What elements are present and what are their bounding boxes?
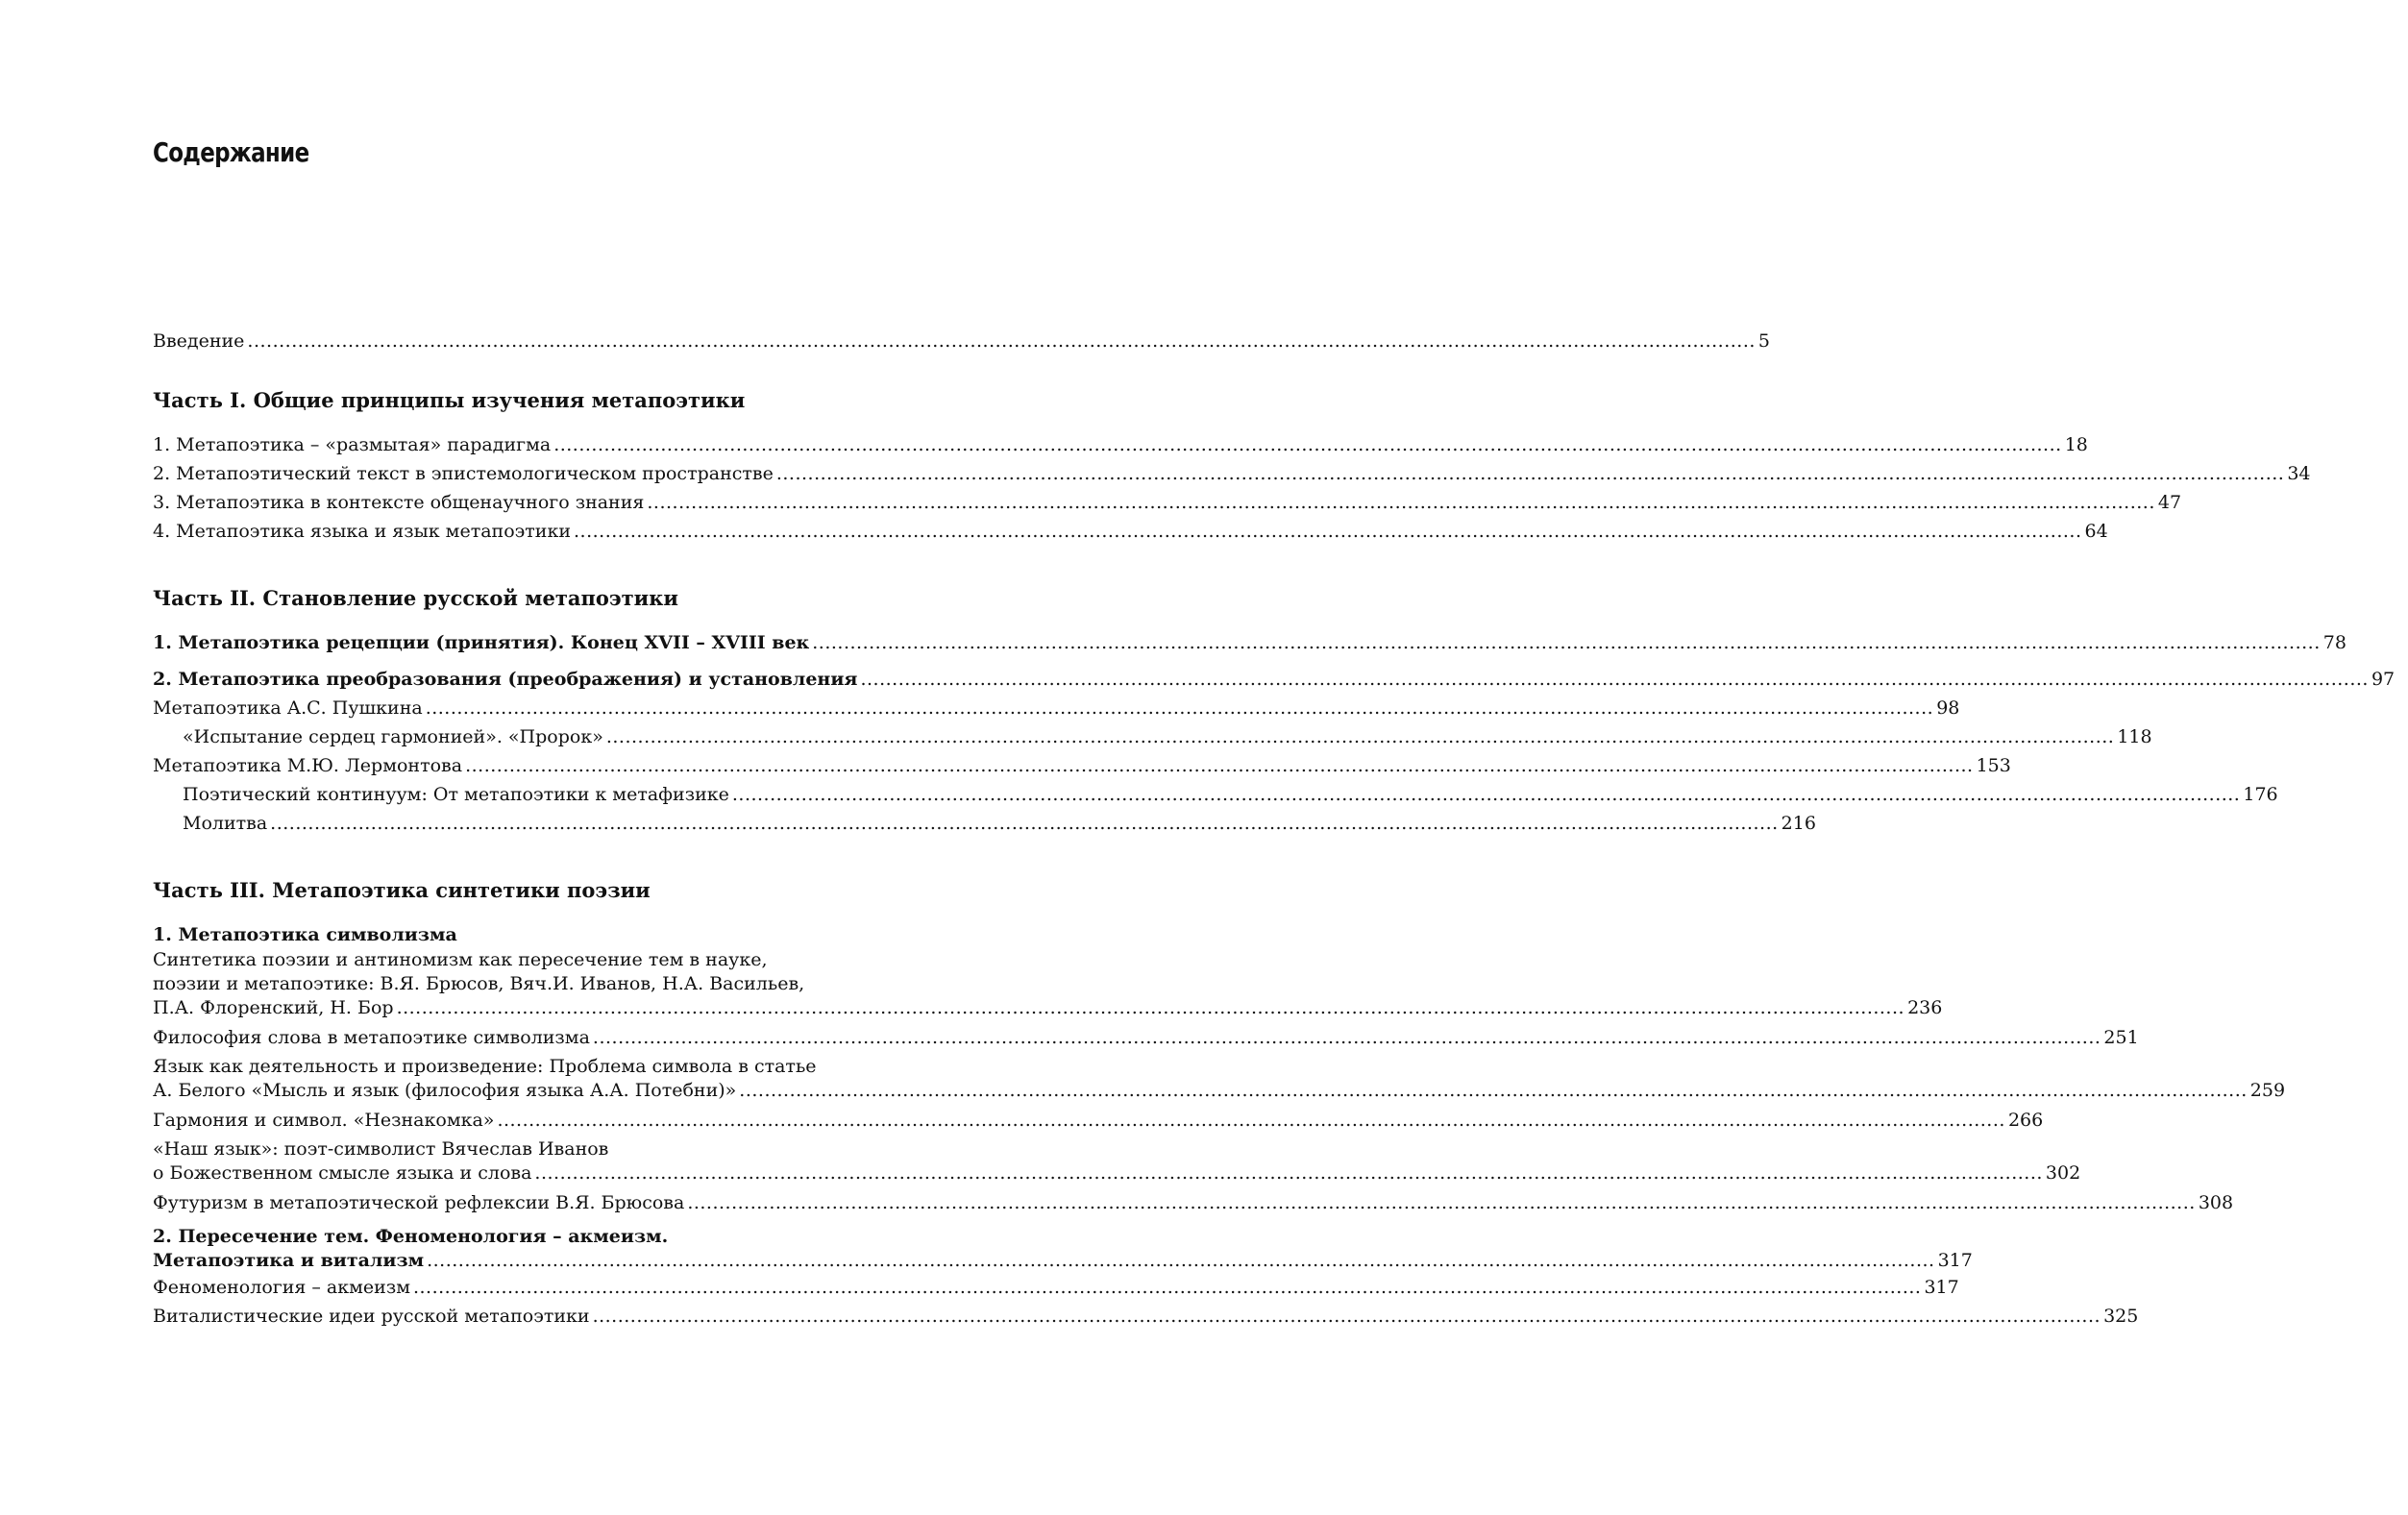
toc-entry[interactable]: [153, 1188, 2234, 1217]
toc-chapter-entry-multiline[interactable]: [153, 1225, 1973, 1273]
toc-subentry[interactable]: [153, 809, 1816, 838]
page-number: 325: [2103, 1306, 2139, 1327]
toc-entry-label: Метапоэтика А.С. Пушкина: [153, 697, 423, 719]
toc-entry-line: «Наш язык»: поэт-символист Вячеслав Иванов: [153, 1138, 609, 1160]
toc-entry-multiline[interactable]: [153, 1055, 2286, 1103]
toc-chapter-entry[interactable]: [153, 628, 2347, 657]
toc-entry-multiline[interactable]: [153, 1137, 2081, 1185]
toc-entry-label: 1. Метапоэтика рецепции (принятия). Конец XVII – XVIII век: [153, 632, 810, 653]
toc-entry[interactable]: [153, 459, 2311, 488]
part-3-heading: Часть III. Метапоэтика синтетики поэзии: [153, 878, 651, 902]
toc-entry-label: Философия слова в метапоэтике символизма: [153, 1027, 590, 1048]
page-number: 317: [1937, 1250, 1973, 1271]
toc-chapter-entry[interactable]: [153, 665, 2396, 694]
toc-entry-line: Синтетика поэзии и антиномизм как пересечение тем в науке,: [153, 949, 768, 970]
toc-entry-label: 2. Метапоэтика преобразования (преображения) и установления: [153, 669, 858, 690]
toc-entry-label: А. Белого «Мысль и язык (философия языка А.А. Потебни)»: [153, 1080, 737, 1101]
dot-leader: [553, 430, 2062, 459]
dot-leader: [413, 1273, 1922, 1302]
page-number: 266: [2007, 1110, 2044, 1131]
toc-entry[interactable]: [153, 1106, 2044, 1135]
part-1-entries: [153, 430, 2311, 546]
dot-leader: [427, 1249, 1935, 1273]
page-number: 47: [2157, 492, 2182, 513]
toc-entry-intro[interactable]: [153, 327, 1771, 355]
dot-leader: [593, 1023, 2101, 1052]
toc-entry-label: Введение: [153, 330, 245, 352]
toc-entry-label: «Испытание сердец гармонией». «Пророк»: [183, 726, 603, 747]
dot-leader: [812, 628, 2321, 657]
page-number: 308: [2198, 1192, 2234, 1213]
dot-leader: [732, 780, 2241, 809]
toc-entry-label: 3. Метапоэтика в контексте общенаучного знания: [153, 492, 645, 513]
page-number: 216: [1781, 813, 1816, 834]
page-number: 118: [2117, 726, 2152, 747]
toc-entry-label: Гармония и символ. «Незнакомка»: [153, 1110, 495, 1131]
dot-leader: [647, 488, 2155, 517]
page-number: 176: [2243, 784, 2278, 805]
toc-entry-line: поэзии и метапоэтике: В.Я. Брюсов, Вяч.И. Иванов, Н.А. Васильев,: [153, 973, 805, 994]
toc-entry-label: П.А. Флоренский, Н. Бор: [153, 997, 394, 1018]
toc-entry[interactable]: [153, 488, 2182, 517]
page-number: 259: [2249, 1080, 2286, 1101]
toc-entry-label: Поэтический континуум: От метапоэтики к метафизике: [183, 784, 729, 805]
page-number: 5: [1757, 330, 1771, 352]
dot-leader: [497, 1106, 2005, 1135]
page-number: 97: [2371, 669, 2396, 690]
toc-entry[interactable]: [153, 694, 1960, 722]
toc-entry[interactable]: [153, 430, 2088, 459]
part-1-heading: Часть I. Общие принципы изучения метапоэтики: [153, 388, 746, 412]
toc-entry-multiline[interactable]: [153, 948, 1943, 1020]
toc-entry-label: 2. Метапоэтический текст в эпистемологическом пространстве: [153, 463, 774, 484]
dot-leader: [860, 665, 2369, 694]
dot-leader: [776, 459, 2285, 488]
toc-entry-label: Футуризм в метапоэтической рефлексии В.Я. Брюсова: [153, 1192, 685, 1213]
page-number: 153: [1976, 755, 2011, 776]
page-number: 34: [2287, 463, 2311, 484]
toc-chapter-heading: 1. Метапоэтика символизма: [153, 924, 457, 945]
toc-entry[interactable]: [153, 1023, 2139, 1052]
page-number: 302: [2045, 1162, 2081, 1184]
table-of-contents: [153, 327, 2396, 1331]
toc-subentry[interactable]: [153, 722, 2152, 751]
dot-leader: [247, 327, 1756, 355]
page-number: 236: [1907, 997, 1943, 1018]
dot-leader: [397, 996, 1905, 1020]
toc-entry-label: Метапоэтика М.Ю. Лермонтова: [153, 755, 463, 776]
part-3-entries: [153, 922, 2286, 1331]
toc-entry[interactable]: [153, 1273, 1959, 1302]
dot-leader: [270, 809, 1779, 838]
toc-entry-label: 1. Метапоэтика – «размытая» парадигма: [153, 434, 552, 455]
dot-leader: [687, 1188, 2196, 1217]
toc-entry[interactable]: [153, 517, 2108, 546]
page-number: 18: [2064, 434, 2088, 455]
toc-entry-label: 4. Метапоэтика языка и язык метапоэтики: [153, 521, 571, 542]
dot-leader: [739, 1079, 2248, 1103]
page-number: 78: [2322, 632, 2347, 653]
toc-entry-line: Язык как деятельность и произведение: Проблема символа в статье: [153, 1056, 817, 1077]
dot-leader: [426, 694, 1934, 722]
toc-subentry[interactable]: [153, 780, 2278, 809]
page-title: Содержание: [153, 136, 309, 168]
toc-entry-line: 2. Пересечение тем. Феноменология – акмеизм.: [153, 1226, 669, 1247]
toc-entry[interactable]: [153, 751, 2011, 780]
toc-entry-label: Молитва: [183, 813, 268, 834]
dot-leader: [574, 517, 2082, 546]
dot-leader: [465, 751, 1974, 780]
page-number: 251: [2103, 1027, 2139, 1048]
page-number: 317: [1924, 1277, 1959, 1298]
dot-leader: [534, 1161, 2043, 1185]
page-number: 98: [1936, 697, 1960, 719]
toc-entry-label: о Божественном смысле языка и слова: [153, 1162, 532, 1184]
part-2-heading: Часть II. Становление русской метапоэтики: [153, 586, 678, 610]
toc-entry-label: Виталистические идеи русской метапоэтики: [153, 1306, 590, 1327]
dot-leader: [606, 722, 2115, 751]
dot-leader: [593, 1302, 2101, 1331]
part-2-entries: [153, 628, 2396, 838]
page-number: 64: [2084, 521, 2108, 542]
toc-entry-label: Феноменология – акмеизм: [153, 1277, 410, 1298]
toc-entry[interactable]: [153, 1302, 2139, 1331]
toc-entry-label: Метапоэтика и витализм: [153, 1250, 425, 1271]
